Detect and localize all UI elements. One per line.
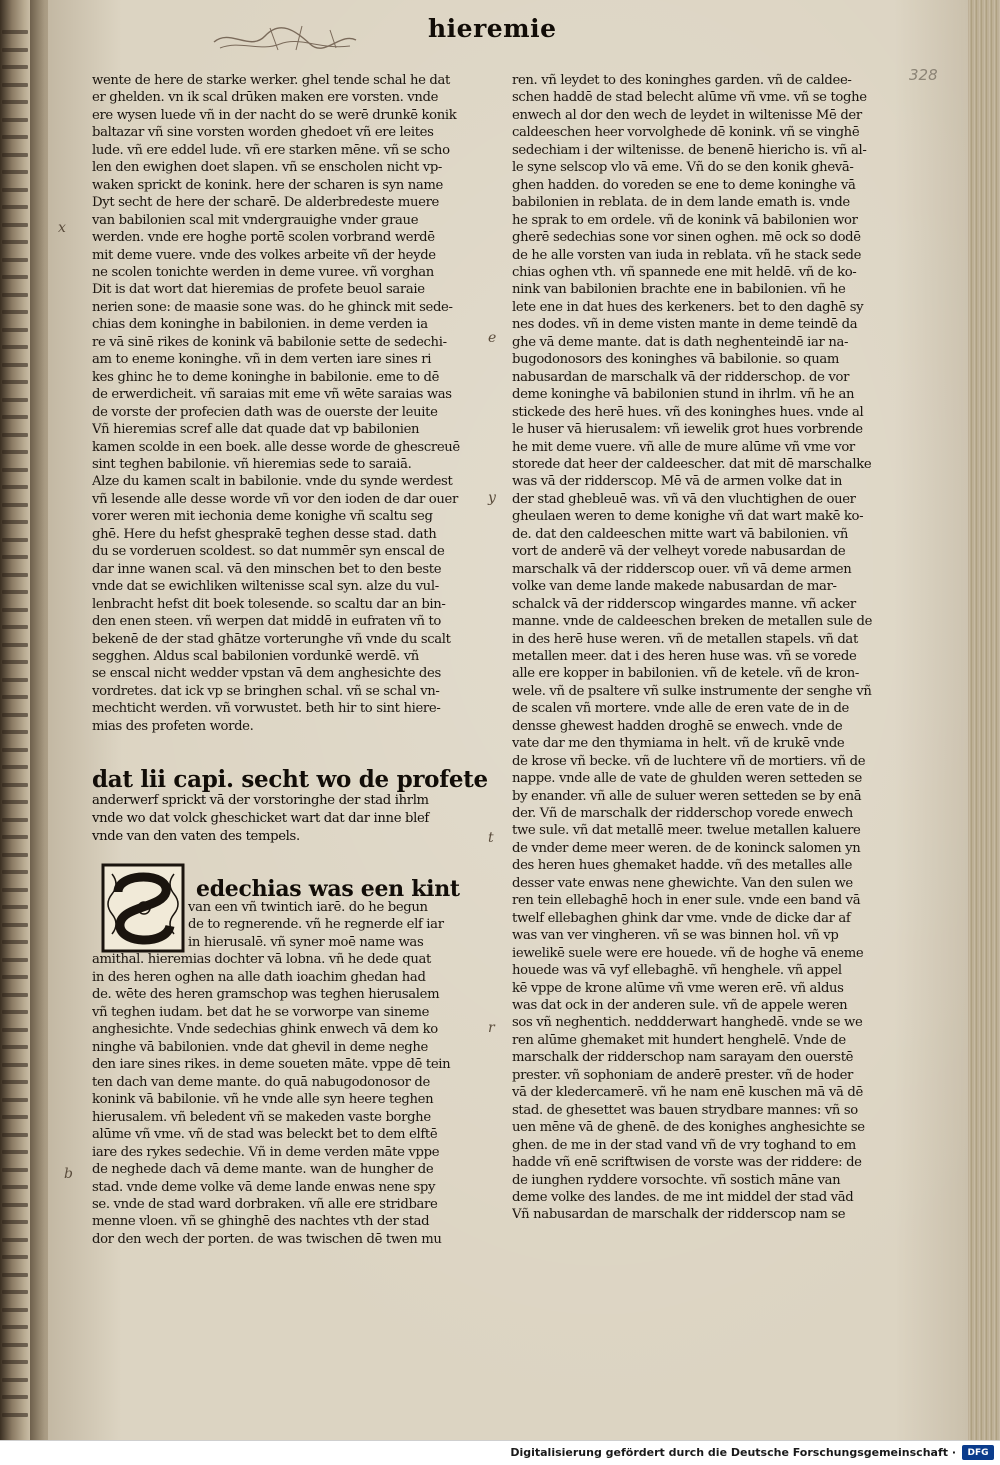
facing-page-text-mark — [2, 1308, 28, 1312]
facing-page-text-mark — [2, 1238, 28, 1242]
text-line: Dyt secht de here der scharē. De alderbredeste muere — [92, 195, 440, 211]
text-line: de vnder deme meer weren. de de koninck salomen yn — [512, 840, 861, 856]
facing-page-text-mark — [2, 48, 28, 52]
text-line: manne. vnde de caldeeschen breken de metallen sule de — [512, 614, 873, 630]
facing-page-text-mark — [2, 293, 28, 297]
text-line: marschalk vā der ridderscop ouer. vñ vā deme armen — [512, 561, 852, 577]
facing-page-text-mark — [2, 275, 28, 279]
facing-page-text-mark — [2, 783, 28, 787]
text-line: mias des profeten worde. — [92, 718, 254, 734]
text-line: vort de anderē vā der velheyt vorede nabusardan de — [512, 544, 846, 560]
text-line: de. dat den caldeeschen mitte wart vā babilonien. vñ — [512, 526, 849, 542]
text-line: ne scolen tonichte werden in deme vuree. vñ vorghan — [92, 264, 434, 280]
text-line: Alze du kamen scalt in babilonie. vnde du synde werdest — [92, 474, 453, 490]
facing-page-text-mark — [2, 188, 28, 192]
text-line: deme volke des landes. de me int middel der stad vād — [512, 1190, 854, 1205]
text-line: chias oghen vth. vñ spannede ene mit heldē. vñ de ko- — [512, 264, 857, 280]
facing-page-text-mark — [2, 643, 28, 647]
text-line: vorer weren mit iechonia deme konighe vñ scaltu seg — [92, 509, 433, 525]
text-line: vñ lesende alle desse worde vñ vor den ioden de dar ouer — [92, 491, 458, 507]
chapter-summary — [92, 792, 482, 846]
facing-page-text-mark — [2, 835, 28, 839]
text-line: ghen. de me in der stad vand vñ de vry toghand to em — [512, 1137, 856, 1153]
facing-page-text-mark — [2, 1413, 28, 1417]
text-line: se enscal nicht wedder vpstan vā dem anghesichte des — [92, 666, 441, 682]
chapter-opening: edechias was een kint — [196, 876, 460, 902]
facing-page-text-mark — [2, 1343, 28, 1347]
text-line: chias dem koninghe in babilonien. in deme verden ia — [92, 317, 428, 333]
text-line: se. vnde de stad ward dorbraken. vñ alle ere stridbare — [92, 1196, 438, 1212]
facing-page-text-mark — [2, 625, 28, 629]
text-line: werden. vnde ere hoghe portē scolen vorbrand werdē — [92, 230, 435, 246]
text-line: ten dach van deme mante. do quā nabugodonosor de — [92, 1074, 430, 1090]
text-line: de to regnerende. vñ he regnerde elf iar — [188, 917, 444, 933]
text-line: twe sule. vñ dat metallē meer. twelue metallen kaluere — [512, 823, 861, 839]
facing-page-text-mark — [2, 258, 28, 262]
facing-page-text-mark — [2, 328, 28, 332]
text-line: vā der kledercamerē. vñ he nam enē kuschen mā vā dē — [512, 1085, 863, 1101]
facing-page-text-mark — [2, 1098, 28, 1102]
facing-page-text-mark — [2, 520, 28, 524]
text-line: stad. de ghesettet was bauen strydbare mannes: vñ so — [512, 1102, 858, 1118]
facing-page-text-mark — [2, 1290, 28, 1294]
left-text-column — [92, 72, 477, 735]
facing-page-text-mark — [2, 1133, 28, 1137]
text-line: de iunghen ryddere vorsochte. vñ sostich māne van — [512, 1172, 841, 1188]
text-line: lude. vñ ere eddel lude. vñ ere starken mēne. vñ se scho — [92, 142, 450, 158]
text-line: schalck vā der ridderscop wingardes manne. vñ acker — [512, 596, 856, 612]
text-line: lete ene in dat hues des kerkeners. bet to den daghē sy — [512, 299, 864, 315]
text-line: bugodonosors des koninghes vā babilonie. so quam — [512, 352, 840, 368]
facing-page-text-mark — [2, 800, 28, 804]
text-line: in hierusalē. vñ syner moē name was — [188, 934, 424, 950]
facing-page-text-mark — [2, 1010, 28, 1014]
facing-page-text-mark — [2, 100, 28, 104]
text-line: den enen steen. vñ werpen dat middē in eufraten vñ to — [92, 614, 441, 630]
facing-page-text-mark — [2, 870, 28, 874]
facing-page-text-mark — [2, 1378, 28, 1382]
text-line: des heren hues ghemaket hadde. vñ des metalles alle — [512, 858, 853, 874]
text-line: nappe. vnde alle de vate de ghulden weren setteden se — [512, 771, 862, 787]
text-line: bekenē de der stad ghātze vorterunghe vñ vnde du scalt — [92, 631, 451, 647]
text-line: konink vā babilonie. vñ he vnde alle syn heere teghen — [92, 1092, 434, 1108]
facing-page-text-mark — [2, 398, 28, 402]
text-line: vnde wo dat volck gheschicket wart dat dar inne blef — [92, 811, 429, 826]
facing-page-text-mark — [2, 555, 28, 559]
margin-mark: y — [488, 490, 496, 506]
text-line: du se vorderuen scoldest. so dat nummēr syn enscal de — [92, 544, 445, 560]
facing-page-text-mark — [2, 888, 28, 892]
chapter-title: dat lii capi. secht wo de profete — [92, 766, 488, 793]
text-line: wele. vñ de psaltere vñ sulke instrumente der senghe vñ — [512, 683, 872, 699]
facing-page-text-mark — [2, 695, 28, 699]
text-line: ren alūme ghemaket mit hundert henghelē. Vnde de — [512, 1032, 846, 1048]
facing-page-text-mark — [2, 205, 28, 209]
facing-page-text-mark — [2, 1255, 28, 1259]
facing-page-text-mark — [2, 30, 28, 34]
text-line: desser vate enwas nene ghewichte. Van den sulen we — [512, 875, 853, 891]
footer-bar — [0, 1440, 1000, 1465]
text-line: schen haddē de stad belecht alūme vñ vme. vñ se toghe — [512, 90, 867, 106]
text-line: len den ewighen doet slapen. vñ se enscholen nicht vp- — [92, 160, 443, 176]
text-line: Dit is dat wort dat hieremias de profete beuol saraie — [92, 282, 425, 298]
text-line: hierusalem. vñ beledent vñ se makeden vaste borghe — [92, 1109, 431, 1125]
facing-page-text-mark — [2, 660, 28, 664]
text-line: marschalk der ridderschop nam sarayam den ouerstē — [512, 1050, 854, 1066]
text-line: nink van babilonien brachte ene in babilonien. vñ he — [512, 282, 846, 298]
dfg-logo: DFG — [962, 1445, 994, 1460]
text-line: de erwerdicheit. vñ saraias mit eme vñ wēte saraias was — [92, 387, 452, 403]
facing-page-text-mark — [2, 818, 28, 822]
text-line: kes ghinc he to deme koninghe in babilonie. eme to dē — [92, 369, 440, 385]
text-line: densse ghewest hadden droghē se enwech. vnde de — [512, 718, 843, 734]
text-line: caldeeschen heer vorvolghede dē konink. vñ se vinghē — [512, 125, 860, 141]
text-line: houede was vā vyf ellebaghē. vñ henghele. vñ appel — [512, 963, 842, 979]
text-line: ren tein ellebaghē hoch in ener sule. vnde een band vā — [512, 893, 861, 909]
text-line: nes dodes. vñ in deme visten mante in deme teindē da — [512, 317, 858, 333]
text-line: sos vñ neghentich. neddderwart hanghedē. vnde se we — [512, 1015, 863, 1031]
facing-page-text-mark — [2, 1168, 28, 1172]
text-line: uen mēne vā de ghenē. de des konighes anghesichte se — [512, 1120, 865, 1136]
facing-page-text-mark — [2, 1150, 28, 1154]
text-line: prester. vñ sophoniam de anderē prester. vñ de hoder — [512, 1067, 854, 1083]
text-line: alūme vñ vme. vñ de stad was beleckt bet to dem elftē — [92, 1127, 438, 1143]
text-line: iewelikē suele were ere houede. vñ de hoghe vā eneme — [512, 945, 864, 961]
facing-page-text-mark — [2, 923, 28, 927]
text-line: in des heren oghen na alle dath ioachim ghedan had — [92, 969, 426, 985]
text-line: ere wysen luede vñ in der nacht do se werē drunkē konik — [92, 107, 457, 123]
text-line: er ghelden. vn ik scal drūken maken ere vorsten. vnde — [92, 90, 439, 106]
text-line: Vñ hieremias scref alle dat quade dat vp babilonien — [92, 422, 420, 438]
text-line: enwech al dor den wech de leydet in wiltenisse Mē der — [512, 107, 862, 123]
text-line: was vā der ridderscop. Mē vā de armen volke dat in — [512, 474, 842, 490]
text-line: de he alle vorsten van iuda in reblata. vñ he stack sede — [512, 247, 862, 263]
text-line: was van ver vingheren. vñ se was binnen hol. vñ vp — [512, 928, 839, 944]
text-line: was dat ock in der anderen sule. vñ de appele weren — [512, 998, 848, 1014]
funding-credit: Digitalisierung gefördert durch die Deutsche Forschungsgemeinschaft · — [510, 1446, 956, 1459]
text-line: kamen scolde in een boek. alle desse worde de ghescreuē — [92, 439, 460, 455]
facing-page-text-mark — [2, 678, 28, 682]
facing-page-text-mark — [2, 538, 28, 542]
text-line: ghe vā deme mante. dat is dath neghenteindē iar na- — [512, 334, 849, 350]
facing-page-text-mark — [2, 433, 28, 437]
text-line: he mit deme vuere. vñ alle de mure alūme vñ vme vor — [512, 439, 855, 455]
facing-page-text-mark — [2, 1028, 28, 1032]
facing-page-text-mark — [2, 153, 28, 157]
text-line: sedechiam i der wiltenisse. de benenē hiericho is. vñ al- — [512, 142, 867, 158]
text-line: anderwerf sprickt vā der vorstoringhe der stad ihrlm — [92, 793, 429, 808]
text-line: vordretes. dat ick vp se bringhen schal. vñ se schal vn- — [92, 683, 440, 699]
facing-page-text-mark — [2, 1063, 28, 1067]
text-line: Vñ nabusardan de marschalk der ridderscop nam se — [512, 1207, 846, 1223]
text-line: amithal. hieremias dochter vā lobna. vñ he dede quat — [92, 952, 431, 968]
text-line: den iare sines rikes. in deme soueten māte. vppe dē tein — [92, 1057, 451, 1073]
facing-page-text-mark — [2, 1220, 28, 1224]
ownership-mark — [210, 22, 360, 56]
facing-page-text-mark — [2, 765, 28, 769]
facing-page-text-mark — [2, 608, 28, 612]
facing-page-text-mark — [2, 1185, 28, 1189]
facing-page-text-mark — [2, 1045, 28, 1049]
text-line: van een vñ twintich iarē. do he begun — [188, 900, 428, 915]
margin-mark: x — [58, 220, 66, 236]
text-line: de. wēte des heren gramschop was teghen hierusalem — [92, 987, 440, 1003]
folio-number: 328 — [909, 66, 938, 84]
facing-page-text-mark — [2, 65, 28, 69]
text-line: nabusardan de marschalk vā der ridderschop. de vor — [512, 369, 850, 385]
text-line: de vorste der profecien dath was de ouerste der leuite — [92, 404, 438, 420]
facing-page-text-mark — [2, 135, 28, 139]
facing-page-text-mark — [2, 345, 28, 349]
right-text-column — [512, 72, 890, 1224]
text-line: hadde vñ enē scriftwisen de vorste was der riddere: de — [512, 1155, 862, 1171]
text-line: mechticht werden. vñ vorwustet. beth hir to sint hiere- — [92, 701, 441, 717]
text-line: le huser vā hierusalem: vñ iewelik grot hues vorbrende — [512, 422, 863, 438]
text-line: de neghede dach vā deme mante. wan de hungher de — [92, 1162, 434, 1178]
page-stack-edge — [968, 0, 1000, 1440]
text-line: deme koninghe vā babilonien stund in ihrlm. vñ he an — [512, 387, 855, 403]
text-line: storede dat heer der caldeescher. dat mit dē marschalke — [512, 456, 872, 472]
facing-page-text-mark — [2, 170, 28, 174]
text-line: der stad ghebleuē was. vñ vā den vluchtighen de ouer — [512, 491, 856, 507]
chapter-heading — [92, 766, 488, 846]
text-line: volke van deme lande makede nabusardan de mar- — [512, 579, 837, 595]
facing-page-text-mark — [2, 590, 28, 594]
text-line: vñ teghen iudam. bet dat he se vorworpe van sineme — [92, 1004, 430, 1020]
text-line: re vā sinē rikes de konink vā babilonie sette de sedechi- — [92, 334, 447, 350]
text-line: ghen hadden. do voreden se ene to deme koninghe vā — [512, 177, 856, 193]
facing-page-text-mark — [2, 380, 28, 384]
text-line: in des herē huse weren. vñ de metallen stapels. vñ dat — [512, 631, 858, 647]
facing-page-text-mark — [2, 1115, 28, 1119]
margin-mark: r — [488, 1020, 495, 1036]
text-line: waken sprickt de konink. here der scharen is syn name — [92, 177, 444, 193]
facing-page-text-mark — [2, 958, 28, 962]
text-line: der. Vñ de marschalk der ridderschop vorede enwech — [512, 806, 853, 822]
text-line: sint teghen babilonie. vñ hieremias sede to saraiā. — [92, 456, 412, 472]
margin-mark: e — [488, 330, 497, 346]
text-line: gherē sedechias sone vor sinen oghen. mē ock so dodē — [512, 230, 861, 246]
facing-page-text-mark — [2, 713, 28, 717]
facing-page-edge — [0, 0, 30, 1440]
text-line: van babilonien scal mit vndergrauighe vnder graue — [92, 212, 419, 228]
text-line: anghesichte. Vnde sedechias ghink enwech vā dem ko — [92, 1022, 438, 1038]
facing-page-text-mark — [2, 240, 28, 244]
facing-page-text-mark — [2, 363, 28, 367]
chapter-body — [92, 899, 480, 1248]
text-line: kē vppe de krone alūme vñ vme weren erē. vñ aldus — [512, 980, 844, 996]
margin-mark: b — [64, 1166, 73, 1182]
facing-page-text-mark — [2, 450, 28, 454]
text-line: ghē. Here du hefst ghesprakē teghen desse stad. dath — [92, 526, 437, 542]
facing-page-text-mark — [2, 940, 28, 944]
facing-page-text-mark — [2, 1203, 28, 1207]
facing-page-text-mark — [2, 223, 28, 227]
facing-page-text-mark — [2, 905, 28, 909]
facing-page-text-mark — [2, 853, 28, 857]
facing-page-text-mark — [2, 503, 28, 507]
facing-page-text-mark — [2, 730, 28, 734]
text-line: le syne selscop vlo vā eme. Vñ do se den konik ghevā- — [512, 160, 854, 176]
text-line: am to eneme koninghe. vñ in dem verten iare sines ri — [92, 352, 432, 368]
text-line: iare des rykes sedechie. Vñ in deme verden māte vppe — [92, 1144, 440, 1160]
text-line: segghen. Aldus scal babilonien vordunkē werdē. vñ — [92, 648, 419, 664]
facing-page-text-mark — [2, 415, 28, 419]
text-line: alle ere kopper in babilonien. vñ de ketele. vñ de kron- — [512, 666, 859, 682]
text-line: baltazar vñ sine vorsten worden ghedoet vñ ere leites — [92, 125, 434, 141]
facing-page-text-mark — [2, 310, 28, 314]
text-line: lenbracht hefst dit boek tolesende. so scaltu dar an bin- — [92, 596, 446, 612]
text-line: ren. vñ leydet to des koninghes garden. vñ de caldee- — [512, 73, 852, 88]
facing-page-text-mark — [2, 975, 28, 979]
text-line: vnde van den vaten des tempels. — [92, 829, 300, 844]
facing-page-text-mark — [2, 1325, 28, 1329]
text-line: dor den wech der porten. de was twischen dē twen mu — [92, 1231, 442, 1247]
text-line: wente de here de starke werker. ghel tende schal he dat — [92, 73, 450, 88]
facing-page-text-mark — [2, 118, 28, 122]
text-line: nerien sone: de maasie sone was. do he ghinck mit sede- — [92, 299, 453, 315]
text-line: vate dar me den thymiama in helt. vñ de krukē vnde — [512, 736, 845, 752]
text-line: de scalen vñ mortere. vnde alle de eren vate de in de — [512, 701, 849, 717]
margin-mark: t — [488, 830, 494, 846]
facing-page-text-mark — [2, 1080, 28, 1084]
text-line: he sprak to em ordele. vñ de konink vā babilonien wor — [512, 212, 858, 228]
facing-page-text-mark — [2, 468, 28, 472]
text-line: vnde dat se ewichliken wiltenisse scal syn. alze du vul- — [92, 579, 439, 595]
facing-page-text-mark — [2, 1395, 28, 1399]
facing-page-text-mark — [2, 573, 28, 577]
text-line: by enander. vñ alle de suluer weren setteden se by enā — [512, 788, 862, 804]
facing-page-text-mark — [2, 1273, 28, 1277]
text-line: menne vloen. vñ se ghinghē des nachtes vth der stad — [92, 1214, 430, 1230]
text-line: babilonien in reblata. de in dem lande emath is. vnde — [512, 195, 850, 211]
facing-page-text-mark — [2, 748, 28, 752]
facing-page-text-mark — [2, 1360, 28, 1364]
text-line: mit deme vuere. vnde des volkes arbeite vñ der heyde — [92, 247, 436, 263]
text-line: twelf ellebaghen ghink dar vme. vnde de dicke dar af — [512, 910, 851, 926]
text-line: metallen meer. dat i des heren huse was. vñ se vorede — [512, 648, 857, 664]
text-line: de krose vñ becke. vñ de luchtere vñ de mortiers. vñ de — [512, 753, 866, 769]
text-line: ninghe vā babilonien. vnde dat ghevil in deme neghe — [92, 1039, 428, 1055]
text-line: gheulaen weren to deme konighe vñ dat wart makē ko- — [512, 509, 864, 525]
facing-page-text-mark — [2, 83, 28, 87]
running-head: hieremie — [428, 14, 557, 43]
text-line: dar inne wanen scal. vā den minschen bet to den beste — [92, 561, 442, 577]
facing-page-text-mark — [2, 485, 28, 489]
facing-page-text-mark — [2, 993, 28, 997]
text-line: stickede des herē hues. vñ des koninghes hues. vnde al — [512, 404, 864, 420]
text-line: stad. vnde deme volke vā deme lande enwas nene spy — [92, 1179, 436, 1195]
